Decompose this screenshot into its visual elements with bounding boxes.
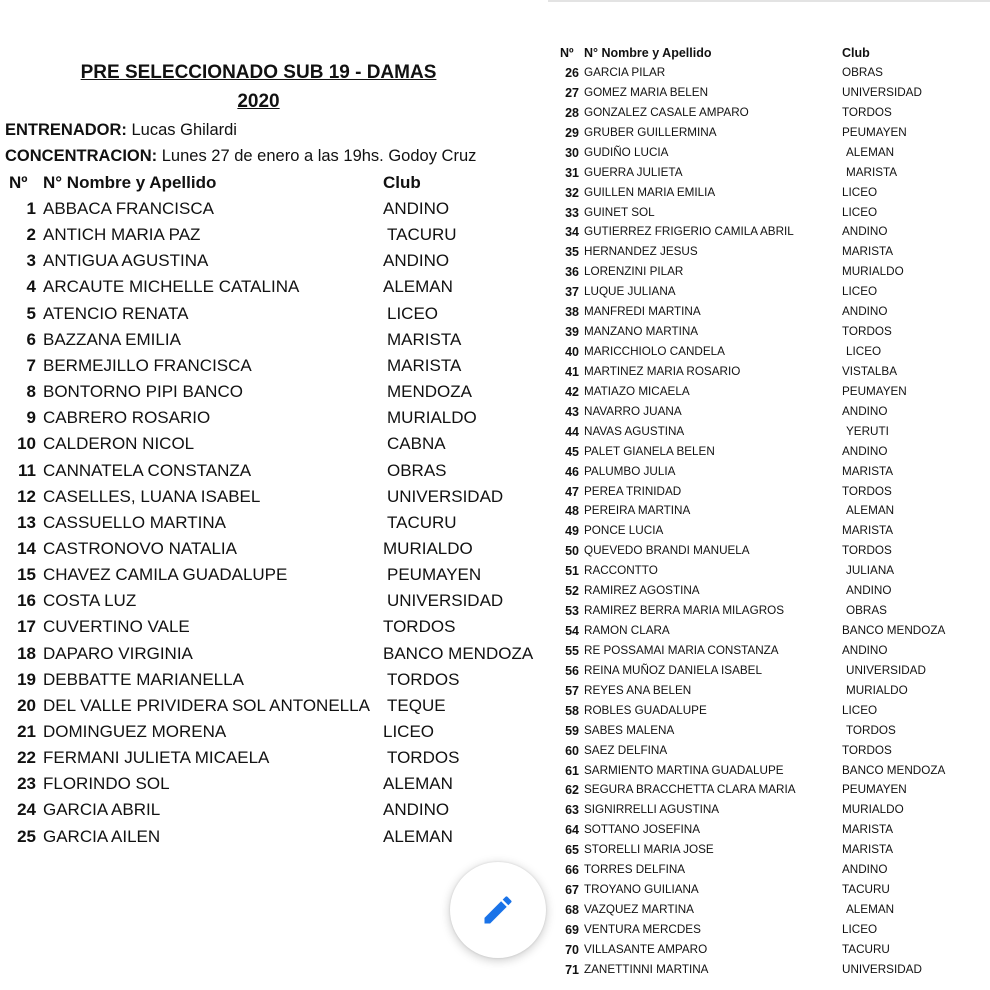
player-name: GUERRA JULIETA bbox=[584, 165, 683, 179]
player-club: MENDOZA bbox=[387, 382, 472, 402]
player-club: LICEO bbox=[842, 185, 878, 199]
player-number: 66 bbox=[565, 863, 579, 878]
player-club: TORDOS bbox=[842, 325, 892, 339]
player-club: MARISTA bbox=[842, 843, 894, 857]
player-club: OBRAS bbox=[387, 460, 447, 480]
player-club: UNIVERSIDAD bbox=[387, 591, 504, 611]
player-club: TORDOS bbox=[842, 105, 892, 119]
player-name: SOTTANO JOSEFINA bbox=[584, 823, 701, 837]
player-name: GUINET SOL bbox=[584, 205, 655, 219]
player-number: 5 bbox=[26, 303, 36, 323]
player-club: ALEMAN bbox=[846, 145, 895, 159]
player-number: 16 bbox=[17, 591, 36, 611]
player-number: 49 bbox=[565, 524, 579, 539]
player-club: MURIALDO bbox=[383, 538, 473, 558]
player-name: RAMON CLARA bbox=[584, 624, 670, 638]
player-number: 43 bbox=[565, 404, 579, 419]
player-name: FLORINDO SOL bbox=[43, 774, 170, 794]
player-name: MATIAZO MICAELA bbox=[584, 384, 690, 398]
player-number: 12 bbox=[17, 486, 36, 506]
player-name: ARCAUTE MICHELLE CATALINA bbox=[43, 277, 300, 297]
player-club: YERUTI bbox=[846, 424, 889, 438]
player-name: VILLASANTE AMPARO bbox=[584, 942, 708, 956]
coach-line bbox=[5, 121, 237, 140]
player-club: TORDOS bbox=[383, 617, 456, 637]
player-club: MARISTA bbox=[842, 823, 894, 837]
player-name: GARCIA PILAR bbox=[584, 66, 666, 79]
player-name: REYES ANA BELEN bbox=[584, 683, 692, 697]
player-number: 56 bbox=[565, 663, 579, 678]
player-name: ZANETTINNI MARTINA bbox=[584, 962, 709, 976]
player-number: 60 bbox=[565, 743, 579, 758]
player-name: NAVARRO JUANA bbox=[584, 404, 682, 418]
player-club: ANDINO bbox=[846, 584, 892, 598]
player-name: ANTIGUA AGUSTINA bbox=[43, 251, 209, 271]
player-club: TORDOS bbox=[842, 743, 892, 757]
player-club: ANDINO bbox=[383, 251, 450, 271]
player-name: VENTURA MERCDES bbox=[584, 922, 701, 936]
player-number: 1 bbox=[26, 199, 36, 218]
player-club: ALEMAN bbox=[383, 826, 453, 846]
player-club: TORDOS bbox=[846, 723, 896, 737]
player-name: CALDERON NICOL bbox=[43, 434, 195, 454]
player-club: ALEMAN bbox=[846, 903, 895, 917]
player-name: GUTIERREZ FRIGERIO CAMILA ABRIL bbox=[584, 225, 794, 239]
player-club: JULIANA bbox=[846, 564, 895, 578]
player-name: PEREA TRINIDAD bbox=[584, 484, 682, 498]
player-name: BONTORNO PIPI BANCO bbox=[43, 382, 243, 402]
player-name: ANTICH MARIA PAZ bbox=[43, 225, 201, 245]
player-number: 31 bbox=[565, 165, 579, 180]
player-name: MARTINEZ MARIA ROSARIO bbox=[584, 364, 741, 378]
coach-label: ENTRENADOR: bbox=[5, 121, 127, 139]
player-club: ALEMAN bbox=[383, 774, 453, 794]
player-number: 45 bbox=[565, 444, 579, 459]
edit-button[interactable] bbox=[450, 862, 546, 958]
player-number: 34 bbox=[565, 225, 579, 240]
player-name: GOMEZ MARIA BELEN bbox=[584, 85, 709, 99]
player-number: 52 bbox=[565, 584, 579, 599]
player-name: BERMEJILLO FRANCISCA bbox=[43, 355, 252, 375]
player-number: 46 bbox=[565, 464, 579, 479]
player-name: RE POSSAMAI MARIA CONSTANZA bbox=[584, 643, 779, 657]
player-club: TACURU bbox=[842, 942, 890, 956]
player-number: 26 bbox=[565, 66, 579, 80]
player-number: 64 bbox=[565, 823, 579, 838]
player-club: MURIALDO bbox=[842, 803, 904, 817]
player-club: PEUMAYEN bbox=[842, 125, 907, 139]
player-club: ALEMAN bbox=[846, 504, 895, 518]
document-year: 2020 bbox=[237, 91, 280, 112]
player-name: NAVAS AGUSTINA bbox=[584, 424, 685, 438]
player-club: MURIALDO bbox=[842, 265, 904, 279]
player-number: 29 bbox=[565, 125, 579, 140]
player-number: 71 bbox=[565, 962, 579, 977]
player-number: 41 bbox=[565, 364, 579, 379]
player-club: TACURU bbox=[387, 225, 457, 245]
player-number: 10 bbox=[17, 434, 36, 454]
player-club: MARISTA bbox=[842, 524, 894, 538]
right-page bbox=[548, 0, 990, 990]
player-number: 38 bbox=[565, 305, 579, 320]
pencil-icon bbox=[480, 892, 516, 928]
player-number: 42 bbox=[565, 384, 579, 399]
player-number: 3 bbox=[26, 251, 36, 271]
player-club: TORDOS bbox=[387, 669, 460, 689]
player-club: PEUMAYEN bbox=[842, 783, 907, 797]
player-number: 17 bbox=[17, 617, 36, 637]
player-club: OBRAS bbox=[846, 604, 887, 618]
player-club: ALEMAN bbox=[383, 277, 453, 297]
player-club: MARISTA bbox=[387, 355, 462, 375]
player-name: FERMANI JULIETA MICAELA bbox=[43, 748, 270, 768]
player-name: RAMIREZ BERRA MARIA MILAGROS bbox=[584, 604, 785, 618]
player-number: 7 bbox=[26, 355, 36, 375]
player-number: 65 bbox=[565, 843, 579, 858]
player-club: BANCO MENDOZA bbox=[842, 763, 946, 777]
player-name: CHAVEZ CAMILA GUADALUPE bbox=[43, 565, 288, 585]
player-name: DEL VALLE PRIVIDERA SOL ANTONELLA bbox=[43, 695, 370, 715]
player-number: 19 bbox=[17, 669, 36, 689]
player-club: ANDINO bbox=[842, 225, 888, 239]
player-number: 32 bbox=[565, 185, 579, 200]
header-number: Nº bbox=[9, 173, 28, 192]
player-club: LICEO bbox=[383, 722, 435, 741]
player-club: LICEO bbox=[842, 703, 878, 717]
player-club: PEUMAYEN bbox=[387, 565, 482, 585]
player-name: MARICCHIOLO CANDELA bbox=[584, 345, 725, 359]
player-name: CASELLES, LUANA ISABEL bbox=[43, 486, 261, 506]
player-club: LICEO bbox=[387, 303, 439, 323]
player-club: UNIVERSIDAD bbox=[387, 486, 504, 506]
player-club: BANCO MENDOZA bbox=[842, 624, 946, 638]
player-number: 63 bbox=[565, 803, 579, 818]
player-name: SEGURA BRACCHETTA CLARA MARIA bbox=[584, 783, 796, 797]
player-name: GRUBER GUILLERMINA bbox=[584, 125, 717, 139]
player-club: ANDINO bbox=[842, 863, 888, 877]
player-club: MURIALDO bbox=[846, 683, 908, 697]
player-name: STORELLI MARIA JOSE bbox=[584, 843, 714, 857]
header-name: N° Nombre y Apellido bbox=[43, 173, 217, 192]
player-club: ANDINO bbox=[842, 643, 888, 657]
player-club: UNIVERSIDAD bbox=[842, 85, 922, 99]
document-title: PRE SELECCIONADO SUB 19 - DAMAS bbox=[80, 62, 437, 83]
concentration-label: CONCENTRACION: bbox=[5, 147, 158, 165]
player-number: 18 bbox=[17, 643, 36, 663]
player-number: 24 bbox=[17, 800, 36, 820]
player-club: MARISTA bbox=[842, 464, 894, 478]
player-name: SARMIENTO MARTINA GUADALUPE bbox=[584, 763, 784, 777]
player-club: TORDOS bbox=[387, 748, 460, 768]
player-name: CANNATELA CONSTANZA bbox=[43, 460, 252, 480]
player-club: MARISTA bbox=[846, 165, 898, 179]
player-name: RACCONTTO bbox=[584, 564, 658, 578]
player-name: MANFREDI MARTINA bbox=[584, 305, 701, 319]
player-number: 22 bbox=[17, 748, 36, 768]
player-name: DEBBATTE MARIANELLA bbox=[43, 669, 244, 689]
player-club: TACURU bbox=[842, 883, 890, 897]
player-club: MURIALDO bbox=[387, 408, 477, 428]
player-number: 35 bbox=[565, 245, 579, 260]
player-number: 67 bbox=[565, 883, 579, 898]
coach-value: Lucas Ghilardi bbox=[126, 121, 237, 139]
player-club: PEUMAYEN bbox=[842, 384, 907, 398]
player-number: 69 bbox=[565, 922, 579, 937]
player-club: LICEO bbox=[842, 922, 878, 936]
player-name: GUILLEN MARIA EMILIA bbox=[584, 185, 716, 199]
player-number: 23 bbox=[17, 774, 36, 794]
player-number: 8 bbox=[26, 382, 36, 402]
player-name: RAMIREZ AGOSTINA bbox=[584, 584, 700, 598]
player-number: 50 bbox=[565, 544, 579, 559]
player-number: 2 bbox=[26, 225, 36, 245]
player-name: ROBLES GUADALUPE bbox=[584, 703, 707, 717]
player-number: 11 bbox=[18, 460, 36, 480]
player-number: 14 bbox=[17, 538, 36, 558]
player-number: 36 bbox=[565, 265, 579, 280]
player-name: GARCIA ABRIL bbox=[43, 800, 161, 820]
player-number: 57 bbox=[565, 683, 579, 698]
player-number: 13 bbox=[17, 512, 36, 532]
player-name: QUEVEDO BRANDI MANUELA bbox=[584, 544, 750, 558]
player-number: 68 bbox=[565, 903, 579, 918]
player-club: MARISTA bbox=[387, 329, 462, 349]
player-name: VAZQUEZ MARTINA bbox=[584, 903, 694, 917]
player-club: TEQUE bbox=[387, 695, 446, 715]
player-number: 27 bbox=[565, 85, 579, 100]
player-number: 25 bbox=[17, 826, 36, 846]
player-club: CABNA bbox=[387, 434, 446, 454]
player-name: CABRERO ROSARIO bbox=[43, 408, 211, 428]
player-name: PALET GIANELA BELEN bbox=[584, 444, 715, 458]
player-name: TORRES DELFINA bbox=[584, 863, 686, 877]
player-name: ATENCIO RENATA bbox=[43, 303, 189, 323]
player-club: TACURU bbox=[387, 512, 457, 532]
player-number: 54 bbox=[565, 624, 579, 639]
player-name: PALUMBO JULIA bbox=[584, 464, 676, 478]
player-name: BAZZANA EMILIA bbox=[43, 329, 181, 349]
player-number: 51 bbox=[565, 564, 579, 579]
header-club: Club bbox=[383, 173, 421, 192]
player-number: 47 bbox=[565, 484, 579, 499]
player-number: 4 bbox=[26, 277, 36, 297]
player-name: HERNANDEZ JESUS bbox=[584, 245, 698, 259]
player-number: 55 bbox=[565, 643, 579, 658]
player-name: LORENZINI PILAR bbox=[584, 265, 684, 279]
player-number: 20 bbox=[17, 695, 36, 715]
player-name: GUDIÑO LUCIA bbox=[584, 145, 669, 159]
player-name: SABES MALENA bbox=[584, 723, 675, 737]
player-number: 53 bbox=[565, 604, 579, 619]
header-number: Nº bbox=[560, 46, 574, 60]
player-club: TORDOS bbox=[842, 544, 892, 558]
player-number: 39 bbox=[565, 325, 579, 340]
player-number: 62 bbox=[565, 783, 579, 798]
player-name: CASTRONOVO NATALIA bbox=[43, 538, 237, 558]
player-name: SIGNIRRELLI AGUSTINA bbox=[584, 803, 720, 817]
player-number: 61 bbox=[565, 763, 579, 778]
player-club: ANDINO bbox=[383, 800, 450, 820]
player-club: OBRAS bbox=[842, 66, 883, 79]
player-name: DOMINGUEZ MORENA bbox=[43, 722, 227, 741]
player-name: GARCIA AILEN bbox=[43, 826, 161, 846]
player-club: ANDINO bbox=[842, 444, 888, 458]
player-club: LICEO bbox=[846, 345, 882, 359]
player-club: UNIVERSIDAD bbox=[842, 962, 922, 976]
player-name: CUVERTINO VALE bbox=[43, 617, 190, 637]
player-number: 6 bbox=[26, 329, 36, 349]
player-club: ANDINO bbox=[383, 199, 450, 218]
concentration-value: Lunes 27 de enero a las 19hs. Godoy Cruz bbox=[157, 147, 477, 165]
player-name: TROYANO GUILIANA bbox=[584, 883, 699, 897]
player-club: LICEO bbox=[842, 285, 878, 299]
player-club: ANDINO bbox=[842, 404, 888, 418]
player-club: UNIVERSIDAD bbox=[846, 663, 926, 677]
player-number: 28 bbox=[565, 105, 579, 120]
player-name: GONZALEZ CASALE AMPARO bbox=[584, 105, 749, 119]
player-number: 37 bbox=[565, 285, 579, 300]
player-name: ABBACA FRANCISCA bbox=[43, 199, 214, 218]
player-number: 21 bbox=[17, 722, 36, 741]
player-name: DAPARO VIRGINIA bbox=[43, 643, 193, 663]
player-name: REINA MUÑOZ DANIELA ISABEL bbox=[584, 663, 762, 677]
player-club: TORDOS bbox=[842, 484, 892, 498]
player-number: 44 bbox=[565, 424, 579, 439]
concentration-line bbox=[5, 147, 476, 166]
player-number: 58 bbox=[565, 703, 579, 718]
player-name: PEREIRA MARTINA bbox=[584, 504, 691, 518]
player-number: 33 bbox=[565, 205, 579, 220]
player-club: ANDINO bbox=[842, 305, 888, 319]
player-number: 59 bbox=[565, 723, 579, 738]
player-name: COSTA LUZ bbox=[43, 591, 137, 611]
player-name: CASSUELLO MARTINA bbox=[43, 512, 226, 532]
player-name: PONCE LUCIA bbox=[584, 524, 664, 538]
player-number: 70 bbox=[565, 942, 579, 957]
player-name: LUQUE JULIANA bbox=[584, 285, 676, 299]
player-number: 9 bbox=[26, 408, 36, 428]
player-number: 40 bbox=[565, 345, 579, 360]
player-name: MANZANO MARTINA bbox=[584, 325, 699, 339]
player-number: 48 bbox=[565, 504, 579, 519]
header-name: N° Nombre y Apellido bbox=[584, 46, 712, 60]
player-number: 30 bbox=[565, 145, 579, 160]
header-club: Club bbox=[842, 46, 870, 60]
player-club: VISTALBA bbox=[842, 364, 897, 378]
player-club: LICEO bbox=[842, 205, 878, 219]
player-club: BANCO MENDOZA bbox=[383, 643, 534, 663]
player-name: SAEZ DELFINA bbox=[584, 743, 668, 757]
player-club: MARISTA bbox=[842, 245, 894, 259]
player-number: 15 bbox=[17, 565, 36, 585]
